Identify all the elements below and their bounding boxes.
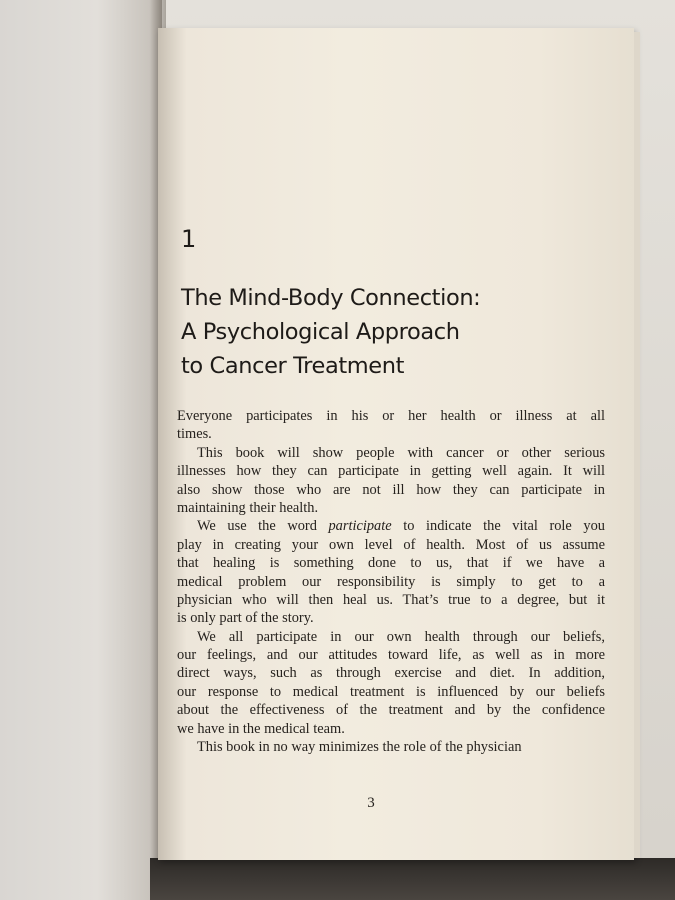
paragraph (177, 628, 605, 738)
text-line: we have in the medical team. (177, 720, 345, 737)
text-line: We all participate in our own health through our beliefs, (197, 628, 605, 645)
page-edge (634, 32, 640, 858)
chapter-title-line: The Mind-Body Connection: (181, 285, 481, 311)
chapter-title-line: A Psychological Approach (181, 319, 460, 345)
text-line: about the effectiveness of the treatment and by the confidence (177, 702, 605, 719)
text-line: This book will show people with cancer or other serious (197, 444, 605, 461)
table-surface (150, 858, 675, 900)
paragraph (177, 407, 605, 444)
text-line: physician who will then heal us. That’s true to a degree, but it (177, 591, 605, 608)
chapter-title (181, 281, 601, 383)
text-line: play in creating your own level of health. Most of us assume (177, 536, 605, 553)
text-line: that healing is something done to us, that if we have a (177, 555, 605, 572)
paragraph (177, 738, 605, 756)
text-line: medical problem our responsibility is simply to get to a (177, 573, 605, 590)
text-line: also show those who are not ill how they can participate in (177, 481, 605, 498)
body-text (177, 407, 605, 756)
right-page (158, 28, 634, 860)
chapter-number: 1 (181, 225, 197, 253)
text-line: maintaining their health. (177, 499, 319, 516)
paragraph (177, 517, 605, 627)
text-line: direct ways, such as through exercise and diet. In addition, (177, 665, 605, 682)
text-line: times. (177, 426, 212, 443)
text-line: Everyone participates in his or her health or illness at all (177, 408, 605, 424)
paragraph (177, 444, 605, 518)
text-line: our feelings, and our attitudes toward life, as well as in more (177, 647, 605, 664)
text-line: We use the word participate to indicate the vital role you (197, 518, 605, 535)
text-line: illnesses how they can participate in getting well again. It will (177, 463, 605, 480)
text-line: This book in no way minimizes the role of the physician (197, 739, 522, 756)
page-number: 3 (367, 795, 375, 811)
text-line: is only part of the story. (177, 610, 314, 627)
left-page (0, 0, 162, 900)
chapter-title-line: to Cancer Treatment (181, 353, 405, 379)
text-line: our response to medical treatment is influenced by our beliefs (177, 683, 605, 700)
